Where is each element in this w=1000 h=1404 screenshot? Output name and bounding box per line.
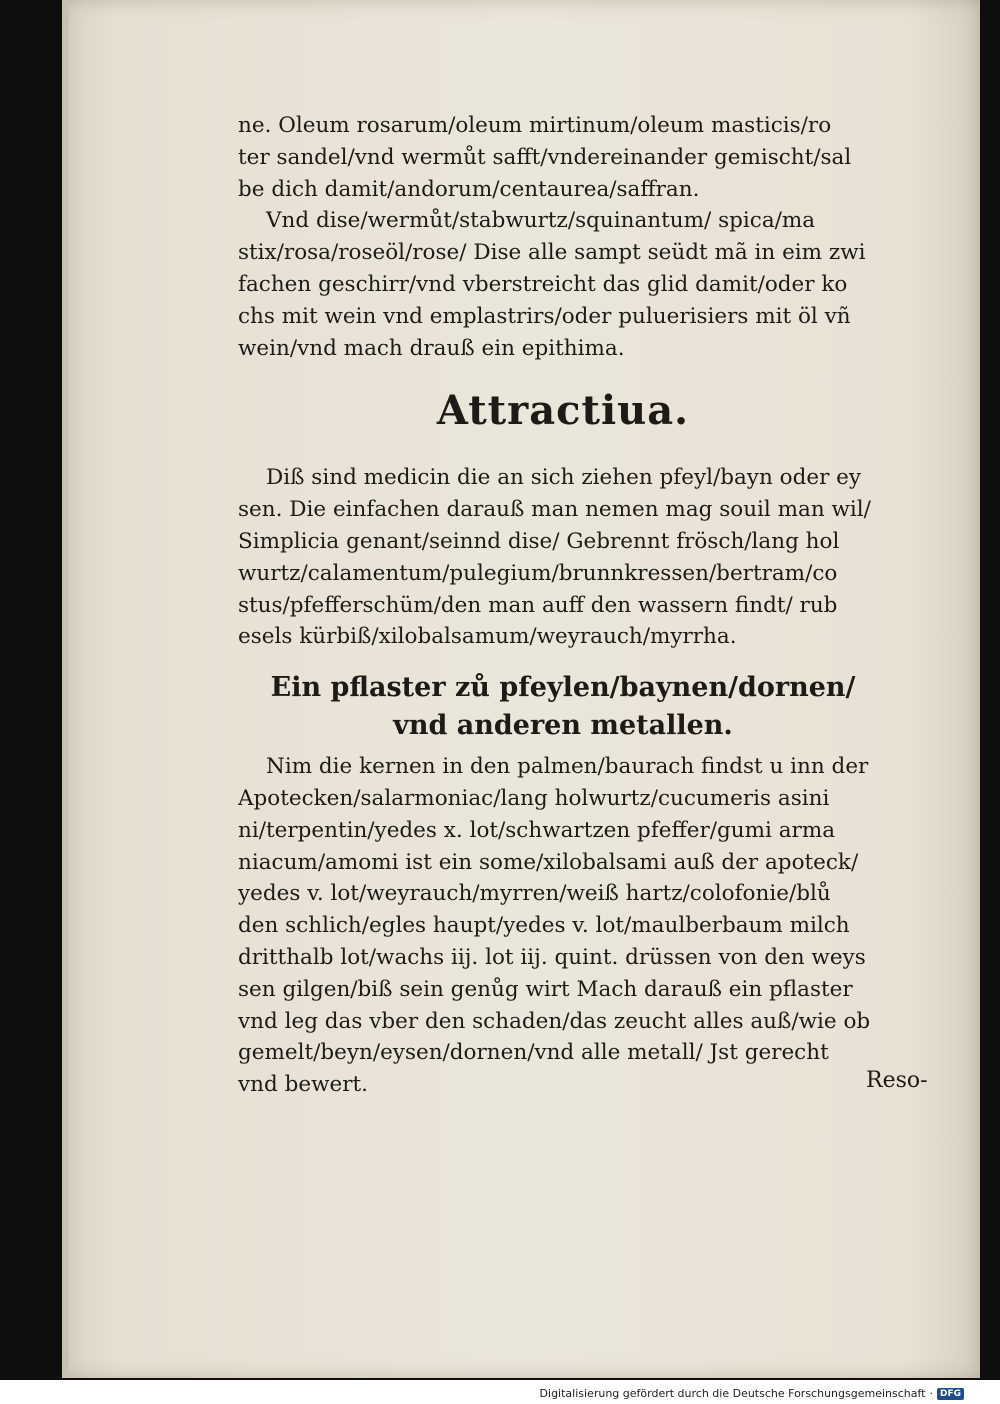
text-line: den schlich/egles haupt/yedes v. lot/maulberbaum milch (238, 913, 850, 939)
text-line: ter sandel/vnd wermůt safft/vndereinander gemischt/sal (238, 144, 852, 170)
text-line: fachen geschirr/vnd vberstreicht das glid damit/oder ko (238, 271, 848, 297)
recipe-heading (238, 669, 888, 745)
paragraph-4 (238, 751, 888, 1101)
page-text (238, 110, 888, 1101)
dfg-logo: DFG (937, 1388, 964, 1400)
text-line: Diß sind medicin die an sich ziehen pfeyl/bayn oder ey (266, 465, 862, 491)
text-line: gemelt/beyn/eysen/dornen/vnd alle metall/ Jst gerecht (238, 1040, 829, 1066)
heading-line: vnd anderen metallen. (393, 710, 733, 742)
text-line: stus/pfefferschüm/den man auff den wassern findt/ rub (238, 592, 838, 618)
digitization-footer: Digitalisierung gefördert durch die Deutsche Forschungsgemeinschaft · DFG (540, 1387, 964, 1400)
paragraph-2 (238, 205, 888, 364)
text-line: esels kürbiß/xilobalsamum/weyrauch/myrrha. (238, 624, 737, 650)
text-line: wurtz/calamentum/pulegium/brunnkressen/bertram/co (238, 560, 838, 586)
text-line: niacum/amomi ist ein some/xilobalsami auß der apoteck/ (238, 849, 859, 875)
text-line: Apotecken/salarmoniac/lang holwurtz/cucumeris asini (238, 785, 830, 811)
text-line: wein/vnd mach drauß ein epithima. (238, 335, 625, 361)
page-edge (62, 0, 68, 1378)
paragraph-1 (238, 110, 888, 205)
text-line: Nim die kernen in den palmen/baurach findst u inn der (266, 754, 869, 780)
text-line: Vnd dise/wermůt/stabwurtz/squinantum/ spica/ma (266, 208, 816, 234)
text-line: vnd bewert. (238, 1072, 368, 1098)
paragraph-3 (238, 462, 888, 653)
text-line: vnd leg das vber den schaden/das zeucht alles auß/wie ob (238, 1008, 871, 1034)
text-line: ni/terpentin/yedes x. lot/schwartzen pfeffer/gumi arma (238, 817, 836, 843)
text-line: stix/rosa/roseöl/rose/ Dise alle sampt seüdt mã in eim zwi (238, 240, 866, 266)
text-line: be dich damit/andorum/centaurea/saffran. (238, 176, 700, 202)
heading-line: Ein pflaster zů pfeylen/baynen/dornen/ (270, 672, 856, 704)
text-line: chs mit wein vnd emplastrirs/oder puluerisiers mit öl vñ (238, 303, 851, 329)
section-heading-attractiua: Attractiua. (436, 387, 690, 435)
text-line: yedes v. lot/weyrauch/myrren/weiß hartz/colofonie/blů (238, 881, 831, 907)
text-line: Simplicia genant/seinnd dise/ Gebrennt frösch/lang hol (238, 528, 840, 554)
footer-credit: Digitalisierung gefördert durch die Deutsche Forschungsgemeinschaft (539, 1387, 926, 1400)
catchword: Reso- (866, 1068, 928, 1093)
text-line: dritthalb lot/wachs iij. lot iij. quint. drüssen von den weys (238, 944, 866, 970)
text-line: ne. Oleum rosarum/oleum mirtinum/oleum masticis/ro (238, 113, 832, 138)
text-line: sen. Die einfachen darauß man nemen mag souil man wil/ (238, 497, 871, 523)
text-line: sen gilgen/biß sein genůg wirt Mach darauß ein pflaster (238, 976, 853, 1002)
